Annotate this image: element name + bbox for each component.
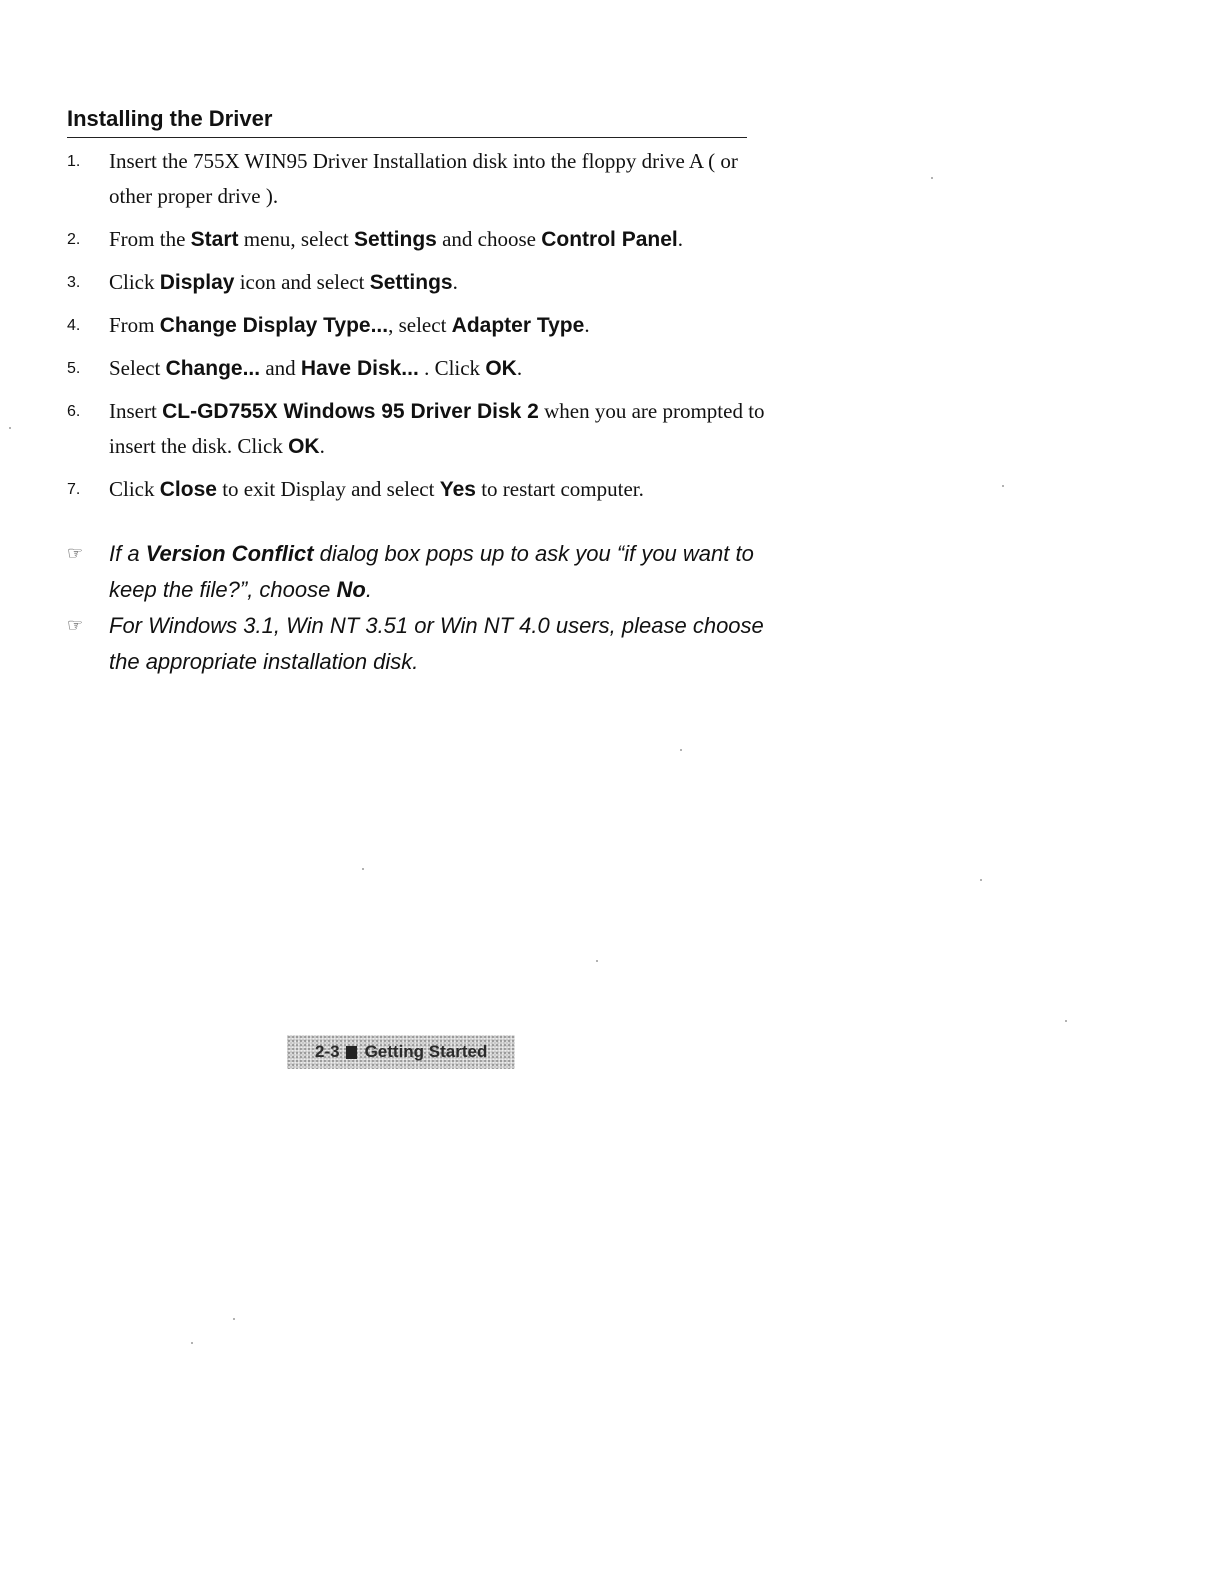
list-item xyxy=(67,144,767,214)
section-heading: Installing the Driver xyxy=(67,106,747,138)
step-number: 6. xyxy=(67,403,81,420)
list-item xyxy=(67,222,767,257)
list-item xyxy=(67,265,767,300)
scan-speck xyxy=(1002,485,1004,487)
step-number: 4. xyxy=(67,317,81,334)
step-text: Insert the 755X WIN95 Driver Installation disk into the floppy drive A ( or other proper drive ). xyxy=(109,149,738,208)
step-text: From the Start menu, select Settings and choose Control Panel. xyxy=(109,227,683,251)
pointing-hand-icon: ☞ xyxy=(67,615,84,636)
step-number: 1. xyxy=(67,153,81,170)
installation-steps xyxy=(67,144,767,515)
list-item xyxy=(67,394,767,464)
step-number: 3. xyxy=(67,274,81,291)
step-number: 7. xyxy=(67,481,81,498)
note-item xyxy=(67,536,767,608)
note-text: For Windows 3.1, Win NT 3.51 or Win NT 4.0 users, please choose the appropriate installation disk. xyxy=(109,613,764,674)
note-text: If a Version Conflict dialog box pops up to ask you “if you want to keep the file?”, choose No. xyxy=(109,541,754,602)
step-text: Click Display icon and select Settings. xyxy=(109,270,458,294)
page-number: 2-3 xyxy=(315,1042,340,1061)
scan-speck xyxy=(191,1342,193,1344)
scan-speck xyxy=(233,1318,235,1320)
scan-speck xyxy=(931,177,933,179)
scan-speck xyxy=(362,868,364,870)
page-footer xyxy=(287,1035,515,1069)
note-item xyxy=(67,608,767,680)
list-item xyxy=(67,308,767,343)
scan-speck xyxy=(9,427,11,429)
footer-section-name: Getting Started xyxy=(364,1042,488,1061)
scan-speck xyxy=(1065,1020,1067,1022)
scan-speck xyxy=(980,879,982,881)
scan-speck xyxy=(680,749,682,751)
pointing-hand-icon: ☞ xyxy=(67,543,84,564)
square-bullet-icon xyxy=(346,1046,357,1059)
list-item xyxy=(67,351,767,386)
list-item xyxy=(67,472,767,507)
notes xyxy=(67,536,767,680)
step-text: Insert CL-GD755X Windows 95 Driver Disk 2 when you are prompted to insert the disk. Click OK. xyxy=(109,399,765,458)
step-number: 2. xyxy=(67,231,81,248)
step-text: From Change Display Type..., select Adapter Type. xyxy=(109,313,590,337)
step-text: Select Change... and Have Disk... . Click OK. xyxy=(109,356,523,380)
scan-speck xyxy=(596,960,598,962)
step-number: 5. xyxy=(67,360,81,377)
step-text: Click Close to exit Display and select Yes to restart computer. xyxy=(109,477,644,501)
